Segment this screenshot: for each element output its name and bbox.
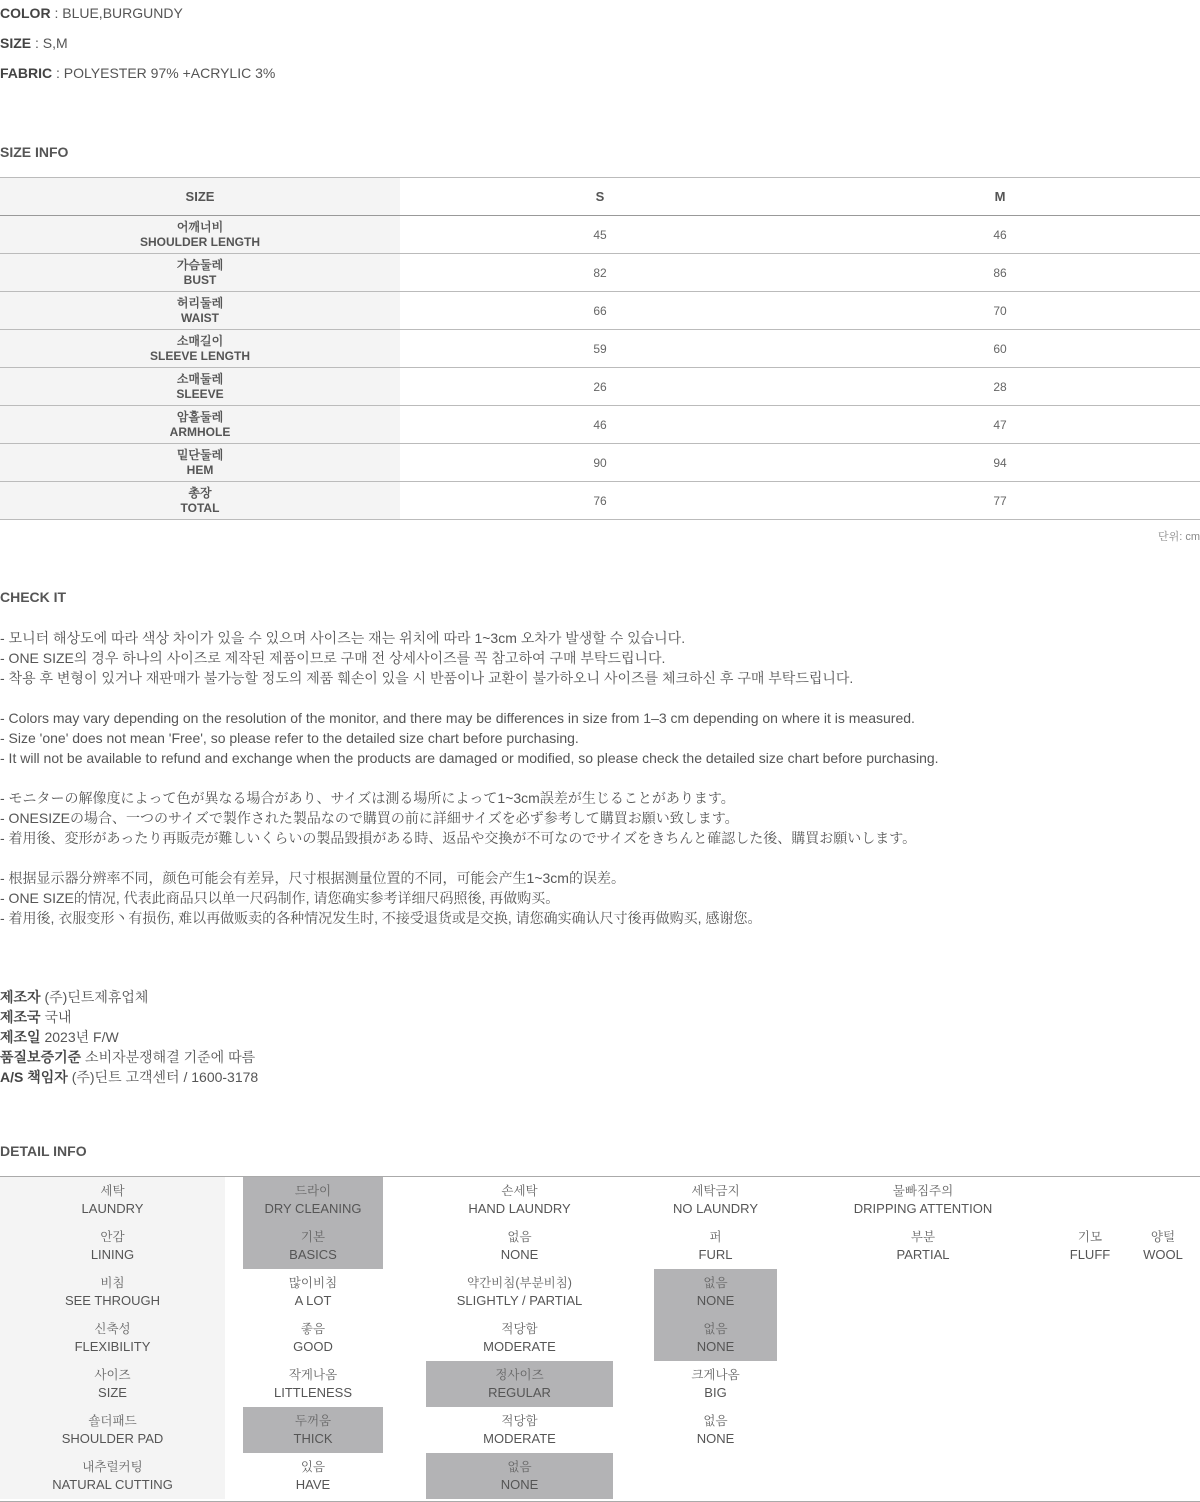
detail-option: [830, 1223, 1016, 1269]
size-info-title: SIZE INFO: [0, 144, 69, 160]
table-row: [0, 368, 1200, 406]
detail-option-ko: 있음: [300, 1460, 326, 1474]
table-row: [0, 444, 1200, 482]
note-line: - ONESIZEの場合、一つのサイズで製作された製品なので購買の前に詳細サイズを必ず参考して購買お願い致します。: [0, 810, 739, 826]
row-label-ko: 소매길이: [176, 333, 224, 348]
manufacturer-line: [0, 1007, 258, 1027]
note-line: - 根据显示器分辨率不同，颜色可能会有差异，尺寸根据测量位置的不同，可能会产生1~3cm的误差。: [0, 870, 625, 886]
detail-option-selected: [654, 1315, 777, 1361]
size-line: [0, 35, 68, 51]
detail-label-en: LINING: [90, 1247, 135, 1262]
detail-option: [426, 1269, 613, 1315]
mfr-label: 제조자: [0, 989, 41, 1005]
detail-option-selected: [243, 1177, 383, 1223]
value-m: 77: [800, 482, 1200, 520]
value-s: 59: [400, 330, 800, 368]
detail-option-en: NO LAUNDRY: [672, 1201, 758, 1216]
detail-option: [243, 1453, 383, 1499]
detail-row: [0, 1361, 1200, 1407]
value-s: 82: [400, 254, 800, 292]
note-line: - Colors may vary depending on the resolution of the monitor, and there may be differences in size from 1–3 cm depending on where it is measured.: [0, 710, 915, 726]
value-s: 66: [400, 292, 800, 330]
detail-option-ko: 좋음: [300, 1322, 326, 1336]
mfr-value: (주)딘트제휴업체: [40, 989, 149, 1005]
value-s: 26: [400, 368, 800, 406]
table-row: [0, 406, 1200, 444]
detail-option-en: DRIPPING ATTENTION: [853, 1201, 993, 1216]
detail-option-en: BIG: [704, 1385, 727, 1400]
detail-option: [654, 1177, 777, 1223]
detail-label-ko: 사이즈: [94, 1368, 131, 1382]
size-header-s: S: [400, 178, 800, 216]
detail-option-ko: 손세탁: [501, 1184, 538, 1198]
note-gap: [0, 688, 1200, 708]
detail-option-en: BASICS: [289, 1247, 337, 1262]
detail-option: [426, 1177, 613, 1223]
table-row: [0, 292, 1200, 330]
row-label-ko: 총장: [188, 485, 212, 500]
size-value: : S,M: [31, 35, 68, 51]
manufacturer-line: [0, 1027, 258, 1047]
detail-option-ko: 크게나옴: [691, 1368, 740, 1382]
value-s: 46: [400, 406, 800, 444]
detail-option-selected: [243, 1223, 383, 1269]
manufacturer-info: [0, 987, 258, 1087]
detail-option-ko: 약간비침(부분비침): [467, 1276, 572, 1290]
note-line: - 착용 후 변형이 있거나 재판매가 불가능할 정도의 제품 훼손이 있을 시 반품이나 교환이 불가하오니 사이즈를 체크하신 후 구매 부탁드립니다.: [0, 670, 854, 686]
row-label-en: SLEEVE: [176, 386, 224, 401]
detail-option-ko: 기모: [1077, 1230, 1103, 1244]
detail-row-label: [0, 1315, 225, 1361]
detail-option: [426, 1407, 613, 1453]
detail-label-ko: 비침: [100, 1276, 125, 1290]
value-m: 28: [800, 368, 1200, 406]
mfr-value: 2023년 F/W: [40, 1029, 119, 1045]
detail-option-selected: [426, 1453, 613, 1499]
detail-option-ko: 물빠짐주의: [892, 1184, 954, 1198]
detail-row: [0, 1223, 1200, 1269]
detail-label-ko: 안감: [100, 1230, 125, 1244]
note-gap: [0, 768, 1200, 788]
manufacturer-line: [0, 1047, 258, 1067]
row-label-ko: 어깨너비: [176, 219, 224, 234]
mfr-label: 제조국: [0, 1009, 41, 1025]
row-label-en: TOTAL: [180, 500, 220, 515]
manufacturer-line: [0, 1067, 258, 1087]
size-header-m: M: [800, 178, 1200, 216]
detail-option-ko: 퍼: [709, 1230, 722, 1244]
size-header-label: SIZE: [0, 178, 400, 216]
mfr-label: 제조일: [0, 1029, 41, 1045]
mfr-value: (주)딘트 고객센터 / 1600-3178: [67, 1069, 259, 1085]
check-it-notes: [0, 628, 1200, 928]
note-line: - モニターの解像度によって色が異なる場合があり、サイズは測る場所によって1~3cm誤差が生じることがあります。: [0, 790, 735, 806]
row-label-ko: 가슴둘레: [176, 257, 224, 272]
value-s: 90: [400, 444, 800, 482]
detail-option-ko: 드라이: [294, 1184, 332, 1198]
row-label-en: SLEEVE LENGTH: [149, 348, 250, 363]
note-line: - Size 'one' does not mean 'Free', so please refer to the detailed size chart before purchasing.: [0, 730, 579, 746]
fabric-line: [0, 65, 275, 81]
detail-option: [654, 1361, 777, 1407]
detail-label-en: SIZE: [98, 1385, 127, 1400]
detail-option: [243, 1361, 383, 1407]
manufacturer-line: [0, 987, 258, 1007]
detail-option-en: REGULAR: [488, 1385, 551, 1400]
detail-option-en: NONE: [500, 1247, 539, 1262]
detail-option-ko: 없음: [703, 1276, 728, 1290]
color-line: [0, 5, 183, 21]
value-m: 60: [800, 330, 1200, 368]
row-label-ko: 암홀둘레: [176, 409, 224, 424]
detail-info-title: DETAIL INFO: [0, 1143, 87, 1159]
value-m: 70: [800, 292, 1200, 330]
mfr-label: A/S 책임자: [0, 1069, 68, 1085]
mfr-value: 국내: [40, 1009, 72, 1025]
row-label: [0, 330, 400, 368]
detail-option-en: SLIGHTLY / PARTIAL: [456, 1293, 583, 1308]
fabric-value: : POLYESTER 97% +ACRYLIC 3%: [52, 65, 276, 81]
row-label: [0, 216, 400, 254]
detail-option-selected: [243, 1407, 383, 1453]
detail-info-grid: [0, 1176, 1200, 1502]
detail-label-en: LAUNDRY: [81, 1201, 144, 1216]
detail-row: [0, 1407, 1200, 1453]
detail-option: [1054, 1223, 1126, 1269]
row-label-en: HEM: [186, 462, 214, 477]
value-m: 86: [800, 254, 1200, 292]
detail-option-ko: 적당함: [501, 1414, 538, 1428]
size-label: SIZE: [0, 35, 32, 51]
row-label-en: WAIST: [181, 310, 219, 325]
value-s: 45: [400, 216, 800, 254]
detail-row-label: [0, 1223, 225, 1269]
detail-option-en: PARTIAL: [896, 1247, 950, 1262]
row-label-en: BUST: [183, 272, 217, 287]
detail-option-ko: 양털: [1150, 1230, 1176, 1244]
detail-row-label: [0, 1177, 225, 1223]
detail-option-en: NONE: [696, 1339, 735, 1354]
detail-option-ko: 세탁금지: [691, 1184, 740, 1198]
table-row: [0, 254, 1200, 292]
row-label: [0, 368, 400, 406]
detail-option: [654, 1223, 777, 1269]
detail-option-en: A LOT: [294, 1293, 332, 1308]
detail-option: [426, 1315, 613, 1361]
detail-label-en: NATURAL CUTTING: [52, 1477, 173, 1492]
note-line: - 모니터 해상도에 따라 색상 차이가 있을 수 있으며 사이즈는 재는 위치에 따라 1~3cm 오차가 발생할 수 있습니다.: [0, 630, 686, 646]
detail-option-en: WOOL: [1143, 1247, 1183, 1262]
detail-option-en: GOOD: [293, 1339, 333, 1354]
value-s: 76: [400, 482, 800, 520]
detail-option-ko: 적당함: [501, 1322, 538, 1336]
detail-option-ko: 두꺼움: [294, 1414, 332, 1428]
detail-option: [654, 1407, 777, 1453]
detail-row: [0, 1269, 1200, 1315]
row-label: [0, 444, 400, 482]
value-m: 46: [800, 216, 1200, 254]
detail-option-en: MODERATE: [483, 1339, 556, 1354]
detail-label-ko: 내추럴커팅: [82, 1460, 143, 1474]
detail-option: [243, 1315, 383, 1361]
detail-option-en: DRY CLEANING: [264, 1201, 362, 1216]
detail-label-ko: 세탁: [100, 1184, 125, 1198]
size-table-header: [0, 178, 1200, 216]
detail-option-en: HAVE: [295, 1477, 331, 1492]
mfr-label: 품질보증기준: [0, 1049, 82, 1065]
color-label: COLOR: [0, 5, 51, 21]
row-label: [0, 482, 400, 520]
detail-row: [0, 1177, 1200, 1223]
detail-label-ko: 숄더패드: [88, 1414, 137, 1428]
fabric-label: FABRIC: [0, 65, 53, 81]
row-label: [0, 406, 400, 444]
note-line: - 着用後, 衣服变形丶有损伤, 难以再做贩卖的各种情况发生时, 不接受退货或是交换, 请您确实确认尺寸後再做购买, 感谢您。: [0, 910, 762, 926]
check-it-title: CHECK IT: [0, 589, 67, 605]
detail-option-en: THICK: [293, 1431, 333, 1446]
value-m: 94: [800, 444, 1200, 482]
detail-row-label: [0, 1407, 225, 1453]
detail-option-ko: 많이비침: [288, 1276, 338, 1290]
detail-option: [1126, 1223, 1200, 1269]
detail-row-label: [0, 1361, 225, 1407]
detail-option-ko: 없음: [703, 1414, 728, 1428]
detail-option-en: FLUFF: [1069, 1247, 1111, 1262]
detail-option: [426, 1223, 613, 1269]
detail-label-en: FLEXIBILITY: [74, 1339, 151, 1354]
detail-option-en: NONE: [696, 1293, 735, 1308]
size-table: [0, 177, 1200, 520]
unit-note: 단위: cm: [1157, 531, 1200, 543]
detail-option-selected: [426, 1361, 613, 1407]
table-row: [0, 216, 1200, 254]
row-label-ko: 밑단둘레: [176, 447, 224, 462]
row-label-ko: 소매둘레: [176, 371, 224, 386]
detail-option-ko: 기본: [300, 1230, 326, 1244]
detail-row: [0, 1453, 1200, 1499]
detail-option-ko: 부분: [910, 1230, 936, 1244]
detail-label-en: SHOULDER PAD: [61, 1431, 164, 1446]
detail-label-en: SEE THROUGH: [64, 1293, 161, 1308]
row-label-ko: 허리둘레: [176, 295, 224, 310]
note-line: - It will not be available to refund and exchange when the products are damaged or modified, so please check the detailed size chart before purchasing.: [0, 750, 939, 766]
detail-option-selected: [654, 1269, 777, 1315]
note-line: - 着用後、変形があったり再販売が難しいくらいの製品毀損がある時、返品や交換が不可なのでサイズをきちんと確認した後、購買お願いします。: [0, 830, 917, 846]
row-label: [0, 254, 400, 292]
detail-option-en: FURL: [698, 1247, 733, 1262]
detail-row-label: [0, 1269, 225, 1315]
detail-option-en: LITTLENESS: [273, 1385, 353, 1400]
detail-option-ko: 없음: [703, 1322, 728, 1336]
detail-option-en: NONE: [696, 1431, 735, 1446]
value-m: 47: [800, 406, 1200, 444]
detail-option-en: MODERATE: [483, 1431, 556, 1446]
note-line: - ONE SIZE의 경우 하나의 사이즈로 제작된 제품이므로 구매 전 상세사이즈를 꼭 참고하여 구매 부탁드립니다.: [0, 650, 666, 666]
detail-row: [0, 1315, 1200, 1361]
detail-option-en: HAND LAUNDRY: [468, 1201, 571, 1216]
detail-option-ko: 없음: [507, 1460, 532, 1474]
detail-option-ko: 정사이즈: [495, 1368, 544, 1382]
note-gap: [0, 848, 1200, 868]
detail-label-ko: 신축성: [94, 1322, 131, 1336]
table-row: [0, 482, 1200, 520]
row-label: [0, 292, 400, 330]
color-value: : BLUE,BURGUNDY: [50, 5, 183, 21]
detail-row-label: [0, 1453, 225, 1499]
detail-option: [243, 1269, 383, 1315]
note-line: - ONE SIZE的情况, 代表此商品只以单一尺码制作, 请您确实参考详细尺码照後, 再做购买。: [0, 890, 560, 906]
row-label-en: ARMHOLE: [169, 424, 231, 439]
detail-option-ko: 작게나옴: [288, 1368, 338, 1382]
row-label-en: SHOULDER LENGTH: [140, 234, 260, 249]
detail-option-en: NONE: [500, 1477, 539, 1492]
detail-option: [830, 1177, 1016, 1223]
table-row: [0, 330, 1200, 368]
detail-option-ko: 없음: [507, 1230, 532, 1244]
mfr-value: 소비자분쟁해결 기준에 따름: [81, 1049, 256, 1065]
